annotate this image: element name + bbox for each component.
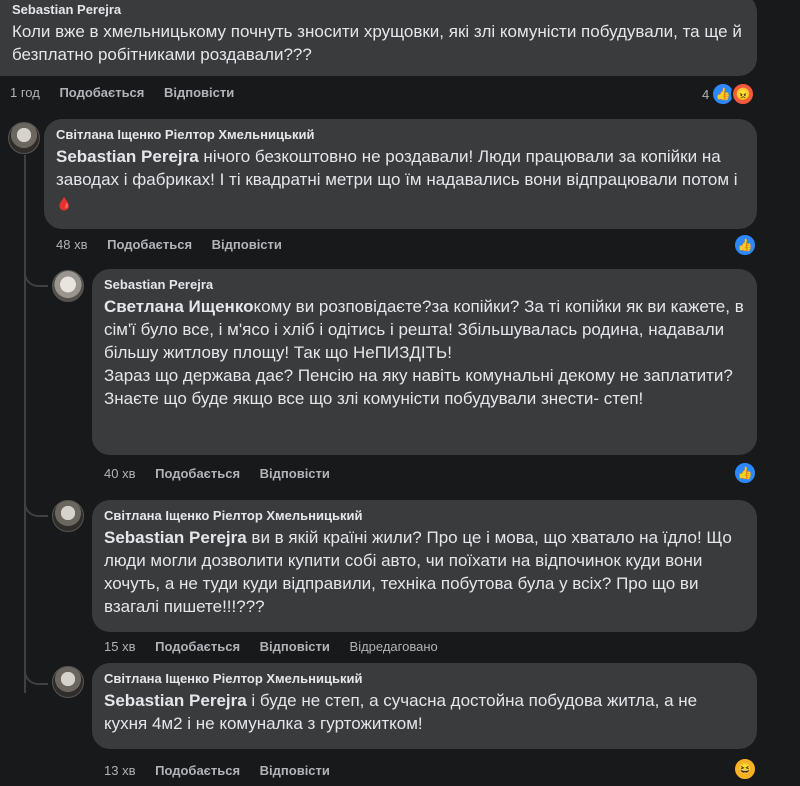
comment-text: Sebastian Perejra і буде не степ, а сучасна достойна побудова житла, а не кухня 4м2 і не комуналка з гуртожитком!: [104, 691, 698, 733]
reaction-summary[interactable]: [733, 461, 757, 485]
comment-author[interactable]: Світлана Іщенко Ріелтор Хмельницький: [104, 508, 363, 523]
thread-connector: [24, 255, 48, 287]
edited-label[interactable]: Відредаговано: [349, 639, 438, 654]
like-reaction-icon: 👍: [711, 82, 735, 106]
like-button[interactable]: Подобається: [155, 763, 241, 778]
angry-reaction-icon: 😠: [731, 82, 755, 106]
comment-time[interactable]: 13 хв: [104, 763, 136, 778]
thread-line: [24, 155, 26, 693]
reaction-count: 4: [702, 86, 710, 102]
comment-bubble: [92, 500, 757, 632]
comment-meta: [56, 236, 298, 254]
mention-link[interactable]: Sebastian Perejra: [56, 147, 199, 166]
like-reaction-icon: 👍: [733, 461, 757, 485]
comment-text: Sebastian Perejra нічого безкоштовно не роздавали! Люди працювали за копійки на заводах і фабриках! І ті квадратні метри що їм надавались вони відпрацювали потом і 🩸: [56, 147, 738, 211]
thread-connector: [24, 485, 48, 517]
mention-link[interactable]: Sebastian Perejra: [104, 691, 247, 710]
comment-bubble: [92, 663, 757, 749]
reply-button[interactable]: Відповісти: [259, 639, 330, 654]
blood-drop-icon: 🩸: [56, 196, 73, 211]
comment-bubble: [44, 119, 757, 229]
comment-text: Светлана Ищенкокому ви розповідаєте?за копійки? За ті копійки як ви кажете, в сім'ї було все, і м'ясо і хліб і одітись і решта! Збільшувалась родина, надавали більшу житлову площу! Так що НеПИЗДІТЬ!: [104, 297, 744, 362]
thread-connector: [24, 655, 48, 685]
like-button[interactable]: Подобається: [107, 237, 193, 252]
mention-link[interactable]: Sebastian Perejra: [104, 528, 247, 547]
avatar[interactable]: [52, 270, 84, 302]
reply-button[interactable]: Відповісти: [259, 763, 330, 778]
comment-time[interactable]: 15 хв: [104, 639, 136, 654]
like-reaction-icon: 👍: [733, 233, 757, 257]
like-button[interactable]: Подобається: [155, 466, 241, 481]
comment-meta: [104, 762, 346, 780]
comment-author[interactable]: Світлана Іщенко Ріелтор Хмельницький: [56, 127, 315, 142]
comment-bubble: [0, 0, 757, 76]
avatar[interactable]: [52, 666, 84, 698]
mention-link[interactable]: Светлана Ищенко: [104, 297, 254, 316]
comment-meta: [104, 465, 346, 483]
comment-time[interactable]: 40 хв: [104, 466, 136, 481]
comment-text: Коли вже в хмельницькому почнуть зносити хрущовки, які злі комуністи побудували, та ще й безплатно робітниками роздавали???: [12, 22, 742, 64]
comment-author[interactable]: Світлана Іщенко Ріелтор Хмельницький: [104, 671, 363, 686]
comment-text: Зараз що держава дає? Пенсію на яку навіть комунальні декому не заплатити?: [104, 366, 733, 385]
comment-bubble: [92, 269, 757, 455]
reaction-summary[interactable]: [733, 233, 757, 257]
avatar[interactable]: [52, 500, 84, 532]
comment-text: Sebastian Perejra ви в якій країні жили? Про це і мова, що хватало на їдло! Що люди могли дозволити купити собі авто, чи поїхати на відпочинок куди вони хочуть, а не туди куди відправили, техніка побутова була у всіх? Про що ви взагалі пишете!!!???: [104, 528, 732, 616]
comment-meta: [10, 84, 250, 102]
comment-author[interactable]: Sebastian Perejra: [104, 277, 214, 292]
avatar[interactable]: [8, 122, 40, 154]
comment-time[interactable]: 48 хв: [56, 237, 88, 252]
reaction-summary[interactable]: [733, 757, 757, 781]
reply-button[interactable]: Відповісти: [259, 466, 330, 481]
like-button[interactable]: Подобається: [155, 639, 241, 654]
comment-time[interactable]: 1 год: [10, 85, 40, 100]
reaction-summary[interactable]: [702, 82, 755, 106]
reply-button[interactable]: Відповісти: [164, 85, 235, 100]
comment-author[interactable]: Sebastian Perejra: [12, 2, 122, 17]
comment-text: Знаєте що буде якщо все що злі комуністи побудували знести- степ!: [104, 389, 644, 408]
like-button[interactable]: Подобається: [59, 85, 145, 100]
comment-meta: [104, 638, 454, 656]
haha-reaction-icon: 😆: [733, 757, 757, 781]
reply-button[interactable]: Відповісти: [211, 237, 282, 252]
